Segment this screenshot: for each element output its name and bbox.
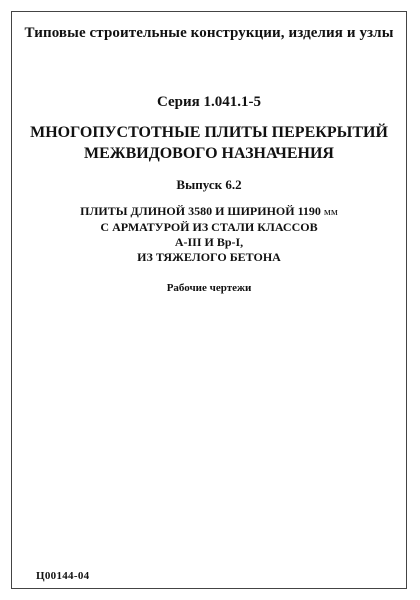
document-title — [12, 122, 406, 164]
collection-header: Типовые строительные конструкции, изделия и узлы — [24, 25, 394, 41]
issue-number: Выпуск 6.2 — [176, 177, 242, 192]
subtitle-line-1-main: ПЛИТЫ ДЛИНОЙ 3580 И ШИРИНОЙ 1190 — [80, 204, 321, 218]
subtitle-line-2: С АРМАТУРОЙ ИЗ СТАЛИ КЛАССОВ — [100, 220, 318, 234]
series-number: Серия 1.041.1-5 — [156, 94, 262, 110]
document-page — [11, 11, 407, 589]
document-title-line-1: МНОГОПУСТОТНЫЕ ПЛИТЫ ПЕРЕКРЫТИЙ — [30, 124, 388, 141]
document-title-line-2: МЕЖВИДОВОГО НАЗНАЧЕНИЯ — [84, 145, 334, 162]
subtitle-line-4: ИЗ ТЯЖЕЛОГО БЕТОНА — [137, 250, 281, 264]
document-type: Рабочие чертежи — [166, 282, 252, 294]
subtitle-line-1-unit: мм — [323, 206, 338, 218]
subtitle-line-1 — [12, 204, 406, 220]
document-code: Ц00144-04 — [36, 570, 90, 582]
subtitle-line-3: А-III И Вр-I, — [174, 235, 244, 249]
document-subtitle — [12, 204, 406, 265]
